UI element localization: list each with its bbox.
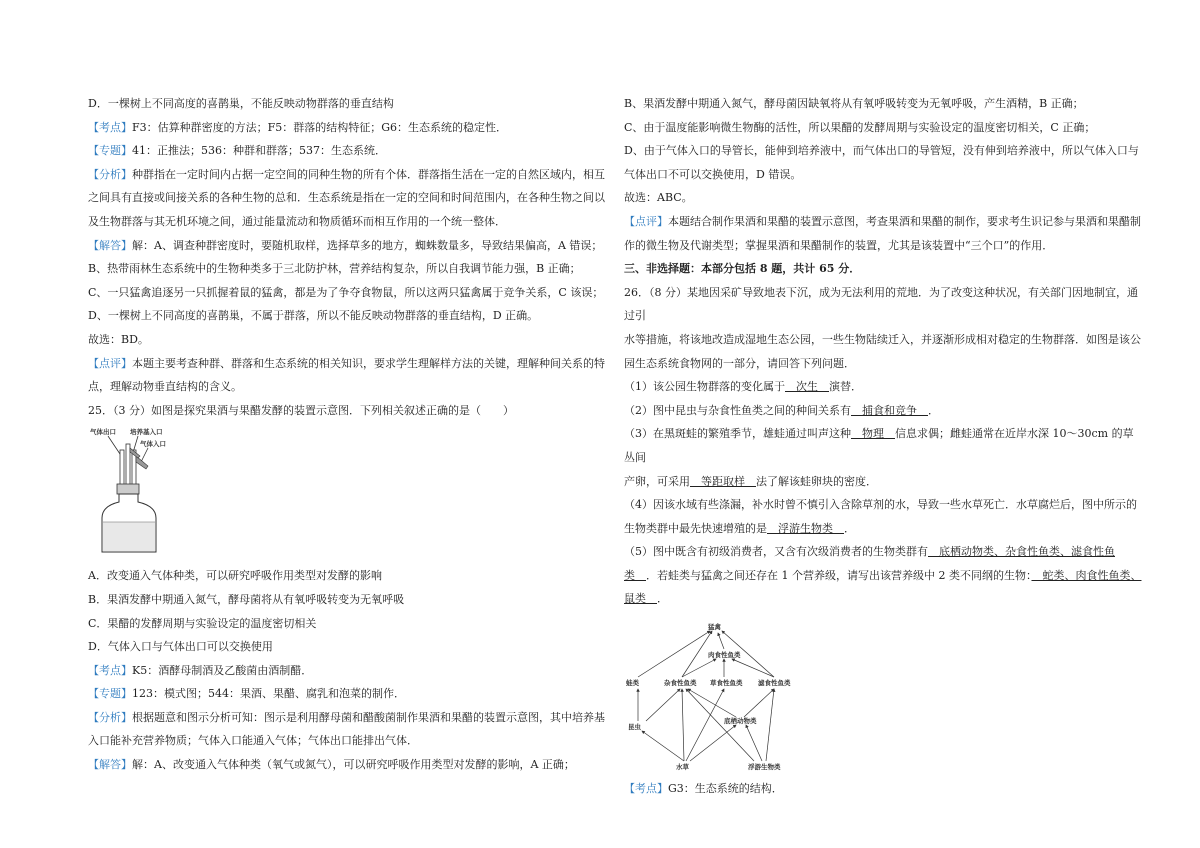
- fenxi-text: 种群指在一定时间内占据一定空间的同种生物的所有个体．群落指生活在一定的自然区域内，相互: [132, 167, 605, 181]
- insect-node: 昆虫: [628, 723, 641, 732]
- subq-1-answer: 次生: [785, 380, 829, 394]
- option-b: B．果酒发酵中期通入氮气，酵母菌将从有氧呼吸转变为无氧呼吸: [88, 592, 405, 606]
- r-dianping-line: [624, 210, 1144, 234]
- benthic-animal-node: 底栖动物类: [724, 717, 757, 726]
- subq-3: [624, 422, 1144, 469]
- kaodian-tag: 【考点】: [88, 120, 132, 134]
- subq-5b-answer: 类: [624, 568, 646, 582]
- gas-outlet-label: 气体出口: [90, 428, 116, 437]
- subq-4b-answer: 浮游生物类: [767, 521, 844, 535]
- fermentation-apparatus-figure: [90, 426, 180, 558]
- dianping-text: 本题主要考查种群、群落和生态系统的相关知识，要求学生理解样方法的关键，理解种间关系的特: [132, 356, 605, 370]
- kaodian-line: [88, 116, 608, 140]
- jieda-line-b: B、热带雨林生态系统中的生物种类多于三北防护林，营养结构复杂，所以自我调节能力强，B 正确；: [88, 262, 581, 276]
- subq-3-suffix: 信息求偶；雌蛙通常在近岸水深 10～30cm 的草丛间: [624, 427, 1134, 464]
- r-line-3: D、由于气体入口的导管长，能伸到培养液中，而气体出口的导管短，没有伸到培养液中，所以气体入口与: [624, 144, 1139, 158]
- zhuanti-text-2: 123：模式图；544：果酒、果醋、腐乳和泡菜的制作．: [132, 687, 405, 701]
- subq-1-suffix: 演替．: [829, 380, 862, 394]
- plankton-node: 浮游生物类: [748, 763, 781, 772]
- fenxi-line-3: 及生物群落与其无机环境之间，通过能量流动和物质循环而相互作用的一个统一整体．: [88, 214, 506, 228]
- jieda-text-2: 解：A、改变通入气体种类（氧气或氮气），可以研究呼吸作用类型对发酵的影响，A 正确；: [132, 758, 575, 772]
- option-d: D．气体入口与气体出口可以交换使用: [88, 640, 273, 654]
- subq-4: （4）因该水域有些涤漏，补水时曾不慎引入含除草剂的水，导致一些水草死亡．水草腐烂后，图中所示的: [624, 498, 1137, 512]
- question-26-line-2: 水等措施，将该地改造成湿地生态公园，一些生物陆续迁入，并逐渐形成相对稳定的生物群落．如图是该公: [624, 332, 1141, 346]
- fenxi-text-2: 根据题意和图示分析可知：图示是利用酵母菌和醋酸菌制作果酒和果醋的装置示意图，其中培养基: [132, 710, 605, 724]
- subq-3-prefix: （3）在黑斑蛙的繁殖季节，雄蛙通过叫声这种: [624, 427, 851, 441]
- gas-inlet-label: 气体入口: [140, 440, 166, 449]
- jieda-line-d: D、一棵树上不同高度的喜鹊巢，不属于群落，所以不能反映动物群落的垂直结构，D 正确。: [88, 309, 539, 323]
- fenxi-line-b2: 入口能补充营养物质；气体入口能通入气体；气体出口能排出气体．: [88, 734, 418, 748]
- subq-5c-answer: 鼠类: [624, 592, 657, 606]
- r-answer-line: 故选：ABC。: [624, 191, 693, 205]
- fenxi-line-b: [88, 706, 608, 730]
- option-d-line: D．一棵树上不同高度的喜鹊巢，不能反映动物群落的垂直结构: [88, 97, 394, 110]
- subq-1: [624, 375, 1144, 399]
- subq-2: [624, 399, 1144, 423]
- fenxi-line-2: 之间具有直接或间接关系的各种生物的总和．生态系统是指在一定的空间和时间范围内，在各种生物之间以: [88, 191, 605, 205]
- subq-5-answer: 底栖动物类、杂食性鱼类、滤食性鱼: [928, 545, 1115, 559]
- r-dianping-tag: 【点评】: [624, 214, 668, 228]
- jieda-line-2: [88, 753, 608, 777]
- r-kaodian-line: [624, 777, 1144, 801]
- subq-2-answer: 捕食和竞争: [851, 403, 928, 417]
- kaodian-line-2: [88, 659, 608, 683]
- r-line-1: B、果酒发酵中期通入氮气，酵母菌因缺氧将从有氧呼吸转变为无氧呼吸，产生酒精，B 正确；: [624, 97, 1084, 110]
- zhuanti-line-2: [88, 682, 608, 706]
- jieda-tag-2: 【解答】: [88, 758, 132, 772]
- r-dianping-line-2: 作的微生物及代谢类型；掌握果酒和果醋制作的装置，尤其是该装置中“三个口”的作用．: [624, 238, 1054, 252]
- jieda-text: 解：A、调查种群密度时，要随机取样，选择草多的地方，蜘蛛数量多，导致结果偏高，A 错误；: [132, 238, 603, 252]
- subq-3-answer: 物理: [851, 427, 895, 441]
- jieda-line: [88, 234, 608, 258]
- dianping-tag: 【点评】: [88, 356, 132, 370]
- subq-5-prefix: （5）图中既含有初级消费者，又含有次级消费者的生物类群有: [624, 545, 928, 559]
- subq-3b-suffix: 法了解该蛙卵块的密度．: [756, 474, 877, 488]
- raptor-node: 猛禽: [708, 623, 721, 632]
- subq-5b-answer-2: 蛇类、肉食性鱼类、: [1031, 568, 1142, 582]
- subq-5-b: [624, 564, 1144, 588]
- option-a: A．改变通入气体种类，可以研究呼吸作用类型对发酵的影响: [88, 569, 382, 583]
- fenxi-tag-2: 【分析】: [88, 710, 132, 724]
- frog-node: 蛙类: [626, 679, 639, 688]
- filter-feeding-fish-node: 滤食性鱼类: [758, 679, 791, 688]
- kaodian-text-2: K5：酒酵母制酒及乙酸菌由酒制醋．: [132, 663, 313, 677]
- fenxi-tag: 【分析】: [88, 167, 132, 181]
- question-26-line-3: 园生态系统食物网的一部分，请回答下列问题．: [624, 356, 855, 370]
- medium-inlet-label: 培养基入口: [130, 428, 163, 437]
- subq-5b-text: ．若蛙类与猛禽之间还存在 1 个营养级，请写出该营养级中 2 类不同纲的生物：: [646, 568, 1032, 582]
- aquatic-weed-node: 水草: [676, 763, 689, 772]
- r-line-2: C、由于温度能影响微生物酶的活性，所以果醋的发酵周期与实验设定的温度密切相关，C 正确；: [624, 120, 1096, 134]
- question-26-line-1: 26．（8 分）某地因采矿导致地表下沉，成为无法利用的荒地．为了改变这种状况，有关部门因地制宜，通过引: [624, 285, 1138, 323]
- r-dianping-text: 本题结合制作果酒和果醋的装置示意图，考查果酒和果醋的制作，要求考生识记参与果酒和果醋制: [668, 214, 1141, 228]
- subq-5-c: [624, 587, 1144, 611]
- food-web-diagram: [624, 621, 814, 771]
- subq-4-b: [624, 517, 1144, 541]
- r-kaodian-text: G3：生态系统的结构．: [668, 782, 783, 796]
- r-kaodian-tag: 【考点】: [624, 782, 668, 796]
- left-column: [88, 92, 608, 777]
- fenxi-line: [88, 163, 608, 187]
- r-line-4: 气体出口不可以交换使用，D 错误。: [624, 167, 802, 181]
- subq-5: [624, 540, 1144, 564]
- zhuanti-line: [88, 139, 608, 163]
- zhuanti-tag: 【专题】: [88, 144, 132, 158]
- dianping-line-2: 点，理解动物垂直结构的含义。: [88, 380, 242, 394]
- jieda-line-c: C、一只猛禽追逐另一只抓握着鼠的猛禽，都是为了争夺食物鼠，所以这两只猛禽属于竞争关系，C 该误；: [88, 285, 604, 299]
- zhuanti-text: 41：正推法；536：种群和群落；537：生态系统．: [132, 144, 386, 158]
- subq-3-b: [624, 470, 1144, 494]
- question-25: 25．（3 分）如图是探究果酒与果醋发酵的装置示意图．下列相关叙述正确的是（ ）: [88, 403, 514, 417]
- kaodian-text: F3：估算种群密度的方法；F5：群落的结构特征；G6：生态系统的稳定性．: [132, 120, 508, 134]
- section-3-heading: 三、非选择题：本部分包括 8 题，共计 65 分．: [624, 262, 861, 276]
- subq-2-suffix: ．: [928, 403, 939, 417]
- subq-4b-suffix: ．: [844, 521, 855, 535]
- option-c: C．果醋的发酵周期与实验设定的温度密切相关: [88, 616, 317, 630]
- right-column: [624, 92, 1144, 801]
- subq-5c-suffix: ．: [657, 592, 668, 606]
- kaodian-tag-2: 【考点】: [88, 663, 132, 677]
- subq-3b-answer: 等距取样: [690, 474, 756, 488]
- omnivorous-fish-node: 杂食性鱼类: [664, 679, 697, 688]
- dianping-line: [88, 352, 608, 376]
- answer-line: 故选：BD。: [88, 332, 149, 346]
- subq-2-prefix: （2）图中昆虫与杂食性鱼类之间的种间关系有: [624, 403, 851, 417]
- subq-3b-prefix: 产卵，可采用: [624, 474, 690, 488]
- subq-4b-prefix: 生物类群中最先快速增殖的是: [624, 521, 767, 535]
- herbivorous-fish-node: 草食性鱼类: [710, 679, 743, 688]
- carnivorous-fish-node: 肉食性鱼类: [708, 651, 741, 660]
- zhuanti-tag-2: 【专题】: [88, 687, 132, 701]
- jieda-tag: 【解答】: [88, 238, 132, 252]
- subq-1-prefix: （1）该公园生物群落的变化属于: [624, 380, 785, 394]
